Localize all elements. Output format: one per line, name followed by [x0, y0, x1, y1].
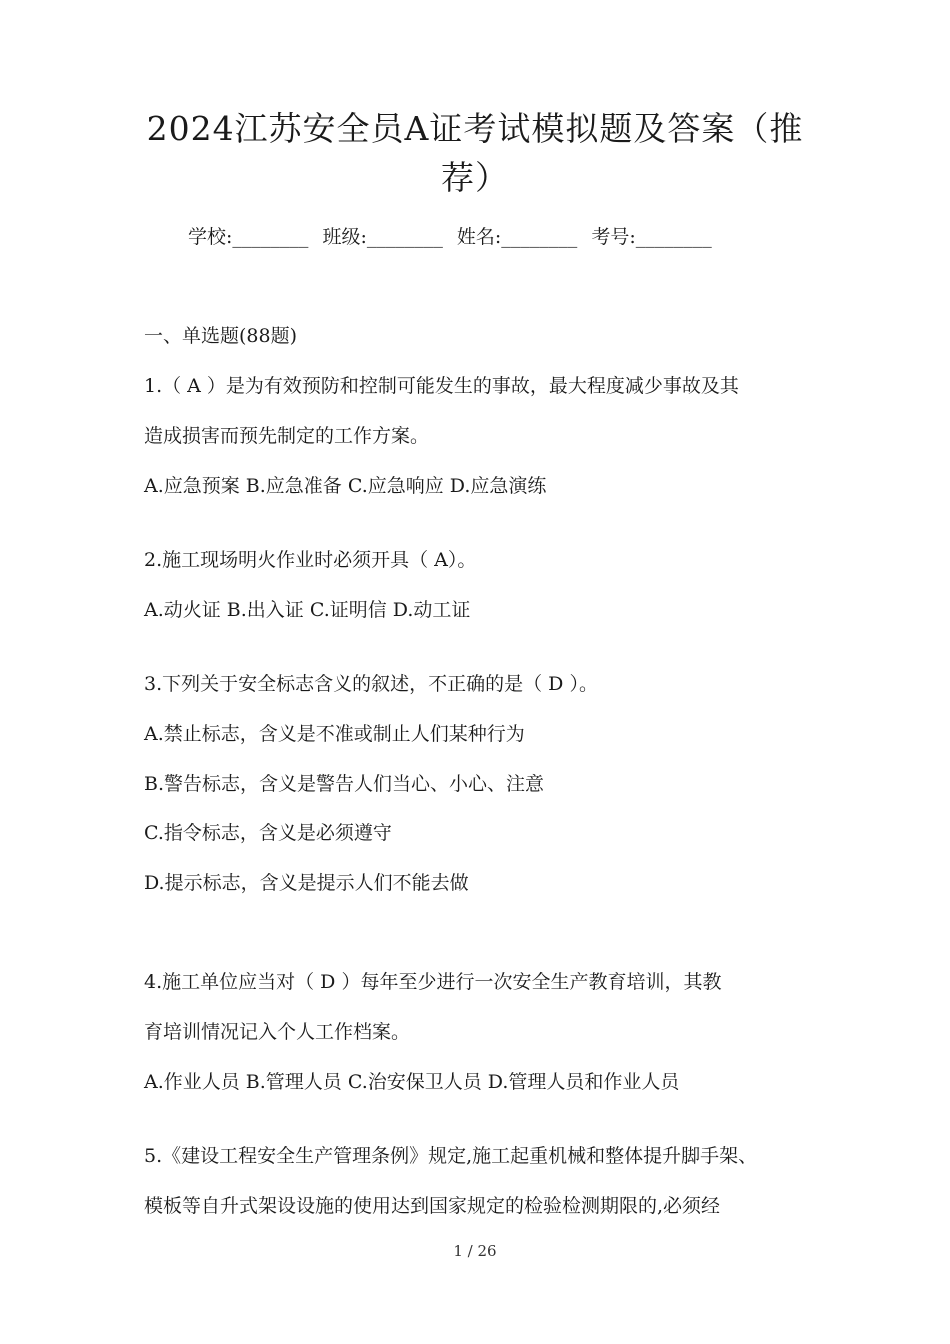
- question-1-options: A.应急预案 B.应急准备 C.应急响应 D.应急演练: [144, 475, 547, 497]
- page-number: 1 / 26: [453, 1242, 497, 1260]
- question-4-stem-line-2: 育培训情况记入个人工作档案。: [144, 1021, 411, 1043]
- exam-number-field: 考号:________: [591, 226, 712, 248]
- section-heading: 一、单选题(88题): [144, 325, 298, 347]
- question-2-stem: 2.施工现场明火作业时必须开具（ A）。: [144, 549, 477, 571]
- school-field: 学校:________: [188, 226, 309, 248]
- student-info-row: [188, 222, 720, 252]
- document-title-line-1: 2024江苏安全员A证考试模拟题及答案（推: [146, 109, 804, 148]
- question-3-stem: 3.下列关于安全标志含义的叙述，不正确的是（ D ）。: [144, 673, 598, 695]
- question-1-stem-line-2: 造成损害而预先制定的工作方案。: [144, 425, 430, 447]
- question-4-stem-line-1: 4.施工单位应当对（ D ）每年至少进行一次安全生产教育培训，其教: [144, 971, 722, 993]
- question-5-stem-line-1: 5.《建设工程安全生产管理条例》规定,施工起重机械和整体提升脚手架、: [144, 1145, 758, 1167]
- name-field: 姓名:________: [456, 226, 578, 248]
- question-3-option-b: B.警告标志，含义是警告人们当心、小心、注意: [144, 773, 545, 795]
- question-5-stem-line-2: 模板等自升式架设设施的使用达到国家规定的检验检测期限的,必须经: [144, 1195, 721, 1217]
- question-3-option-d: D.提示标志，含义是提示人们不能去做: [144, 872, 469, 894]
- class-field: 班级:________: [322, 226, 443, 248]
- question-3-option-c: C.指令标志，含义是必须遵守: [144, 822, 392, 844]
- question-4-options: A.作业人员 B.管理人员 C.治安保卫人员 D.管理人员和作业人员: [144, 1071, 680, 1093]
- question-2-options: A.动火证 B.出入证 C.证明信 D.动工证: [144, 599, 471, 621]
- question-3-option-a: A.禁止标志，含义是不准或制止人们某种行为: [144, 723, 525, 745]
- question-1-stem-line-1: 1.（ A ）是为有效预防和控制可能发生的事故，最大程度减少事故及其: [144, 375, 739, 397]
- document-title-line-2: 荐）: [441, 158, 509, 197]
